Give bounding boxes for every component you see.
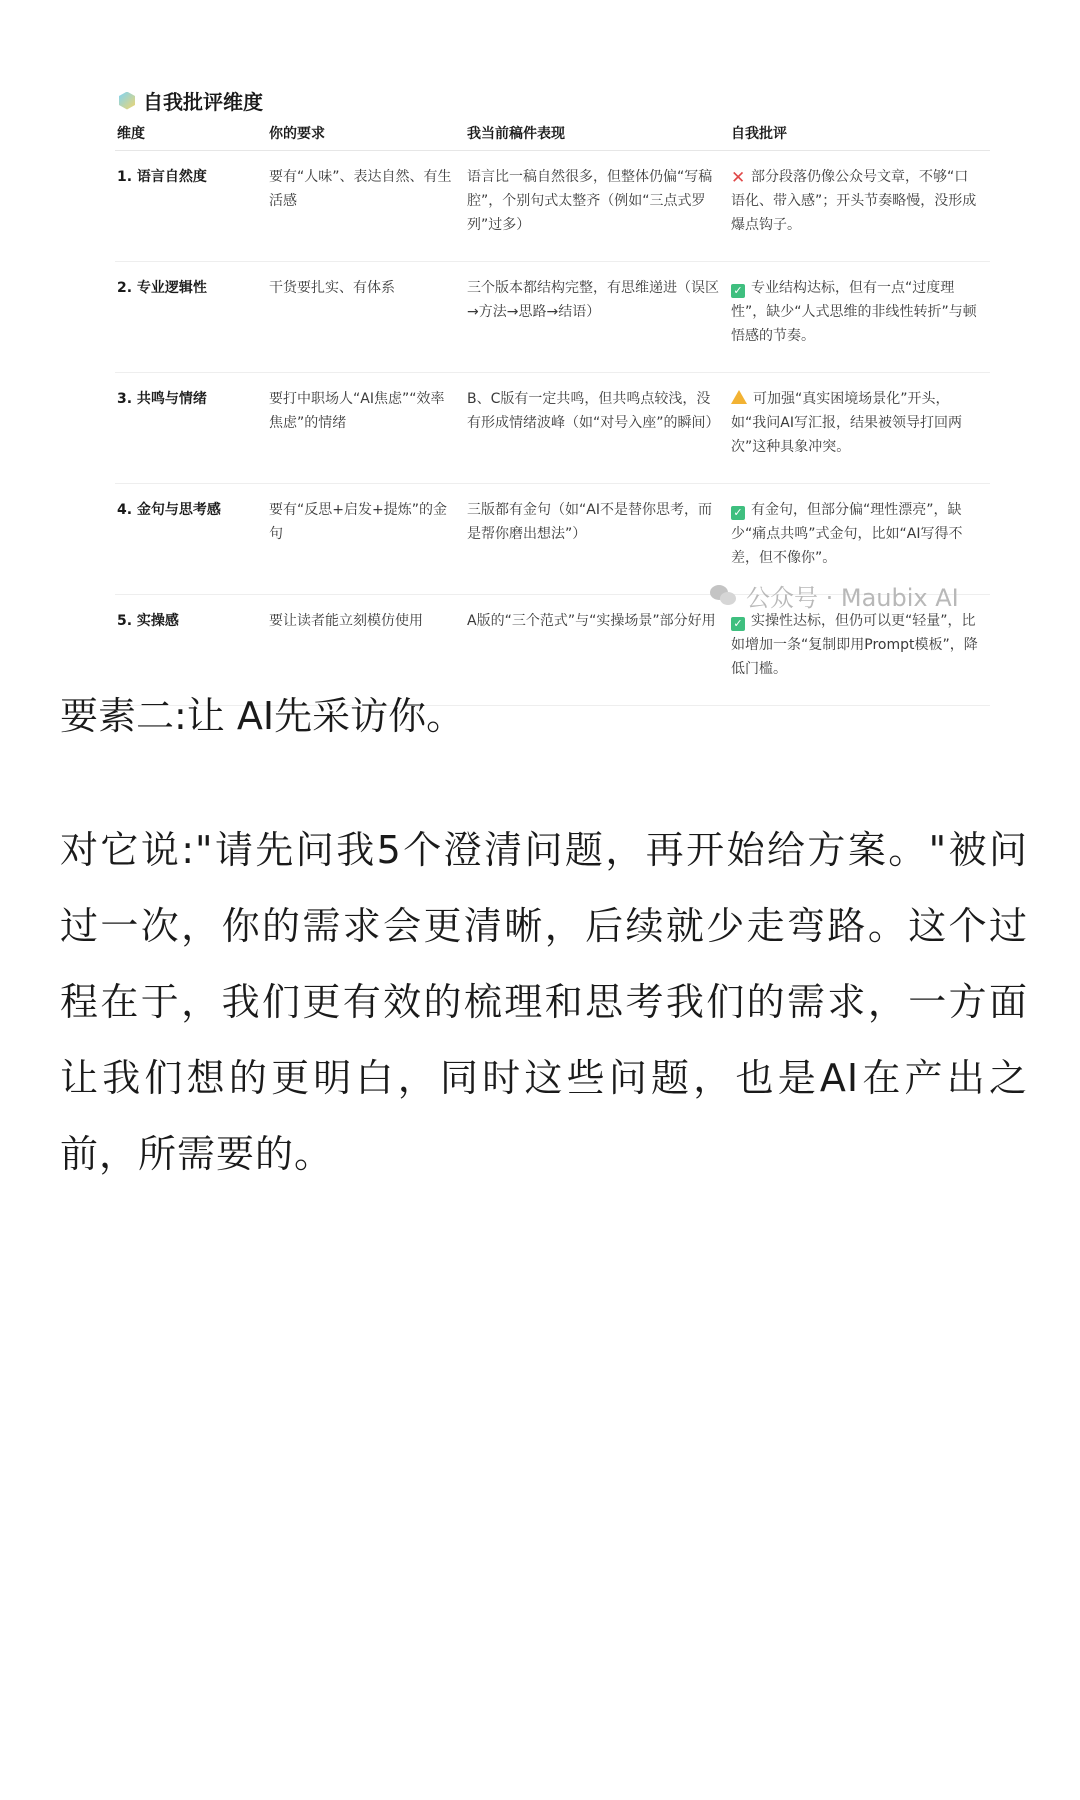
cell-current: 语言比一稿自然很多，但整体仍偏“写稿腔”，个别句式太整齐（例如“三点式罗列”过多） [465,151,729,262]
section-heading: 要素二:让 AI先采访你。 [60,694,465,738]
critique-text: 有金句，但部分偏“理性漂亮”，缺少“痛点共鸣”式金句，比如“AI写得不差，但不像你”。 [731,502,963,566]
warning-icon [731,390,747,404]
header-dimension: 维度 [115,118,267,151]
header-requirement: 你的要求 [267,118,465,151]
table-row [115,151,990,262]
table-title-text: 自我批评维度 [143,90,263,114]
cell-requirement: 要有“反思+启发+提炼”的金句 [267,484,465,595]
wechat-icon [710,585,738,607]
table-header-row [115,118,990,151]
hexagon-icon [119,92,135,110]
critique-text: 部分段落仍像公众号文章，不够“口语化、带入感”；开头节奏略慢，没形成爆点钩子。 [731,169,977,233]
header-critique: 自我批评 [729,118,990,151]
critique-table [115,118,990,706]
cell-dimension: 5. 实操感 [115,595,267,706]
check-icon: ✓ [731,284,745,298]
watermark-text: 公众号 · Maubix AI [746,584,959,612]
cell-critique [729,151,990,262]
cell-dimension: 2. 专业逻辑性 [115,262,267,373]
cell-requirement: 要打中职场人“AI焦虑”“效率焦虑”的情绪 [267,373,465,484]
body-paragraph: 对它说:"请先问我5个澄清问题，再开始给方案。"被问过一次，你的需求会更清晰，后续就少走弯路。这个过程在于，我们更有效的梳理和思考我们的需求，一方面让我们想的更明白，同时这些问题，也是AI在产出之前，所需要的。 [60,828,1028,1176]
cell-dimension: 4. 金句与思考感 [115,484,267,595]
critique-table-image [115,78,990,677]
cell-dimension: 1. 语言自然度 [115,151,267,262]
cell-requirement: 要有“人味”、表达自然、有生活感 [267,151,465,262]
critique-text: 可加强“真实困境场景化”开头，如“我问AI写汇报，结果被领导打回两次”这种具象冲突。 [731,391,962,455]
cell-current: A版的“三个范式”与“实操场景”部分好用 [465,595,729,706]
check-icon: ✓ [731,506,745,520]
table-row [115,262,990,373]
cell-requirement: 干货要扎实、有体系 [267,262,465,373]
cell-critique [729,262,990,373]
table-title [119,86,263,115]
cell-requirement: 要让读者能立刻模仿使用 [267,595,465,706]
critique-text: 专业结构达标，但有一点“过度理性”，缺少“人式思维的非线性转折”与顿悟感的节奏。 [731,280,977,344]
table-row [115,373,990,484]
cell-current: B、C版有一定共鸣，但共鸣点较浅，没有形成情绪波峰（如“对号入座”的瞬间） [465,373,729,484]
cell-dimension: 3. 共鸣与情绪 [115,373,267,484]
cross-icon: ✕ [731,168,746,188]
cell-critique [729,373,990,484]
check-icon: ✓ [731,617,745,631]
cell-current: 三版都有金句（如“AI不是替你思考，而是帮你磨出想法”） [465,484,729,595]
cell-current: 三个版本都结构完整，有思维递进（误区→方法→思路→结语） [465,262,729,373]
header-current: 我当前稿件表现 [465,118,729,151]
watermark [710,578,959,613]
critique-text: 实操性达标，但仍可以更“轻量”，比如增加一条“复制即用Prompt模板”，降低门槛。 [731,613,978,677]
